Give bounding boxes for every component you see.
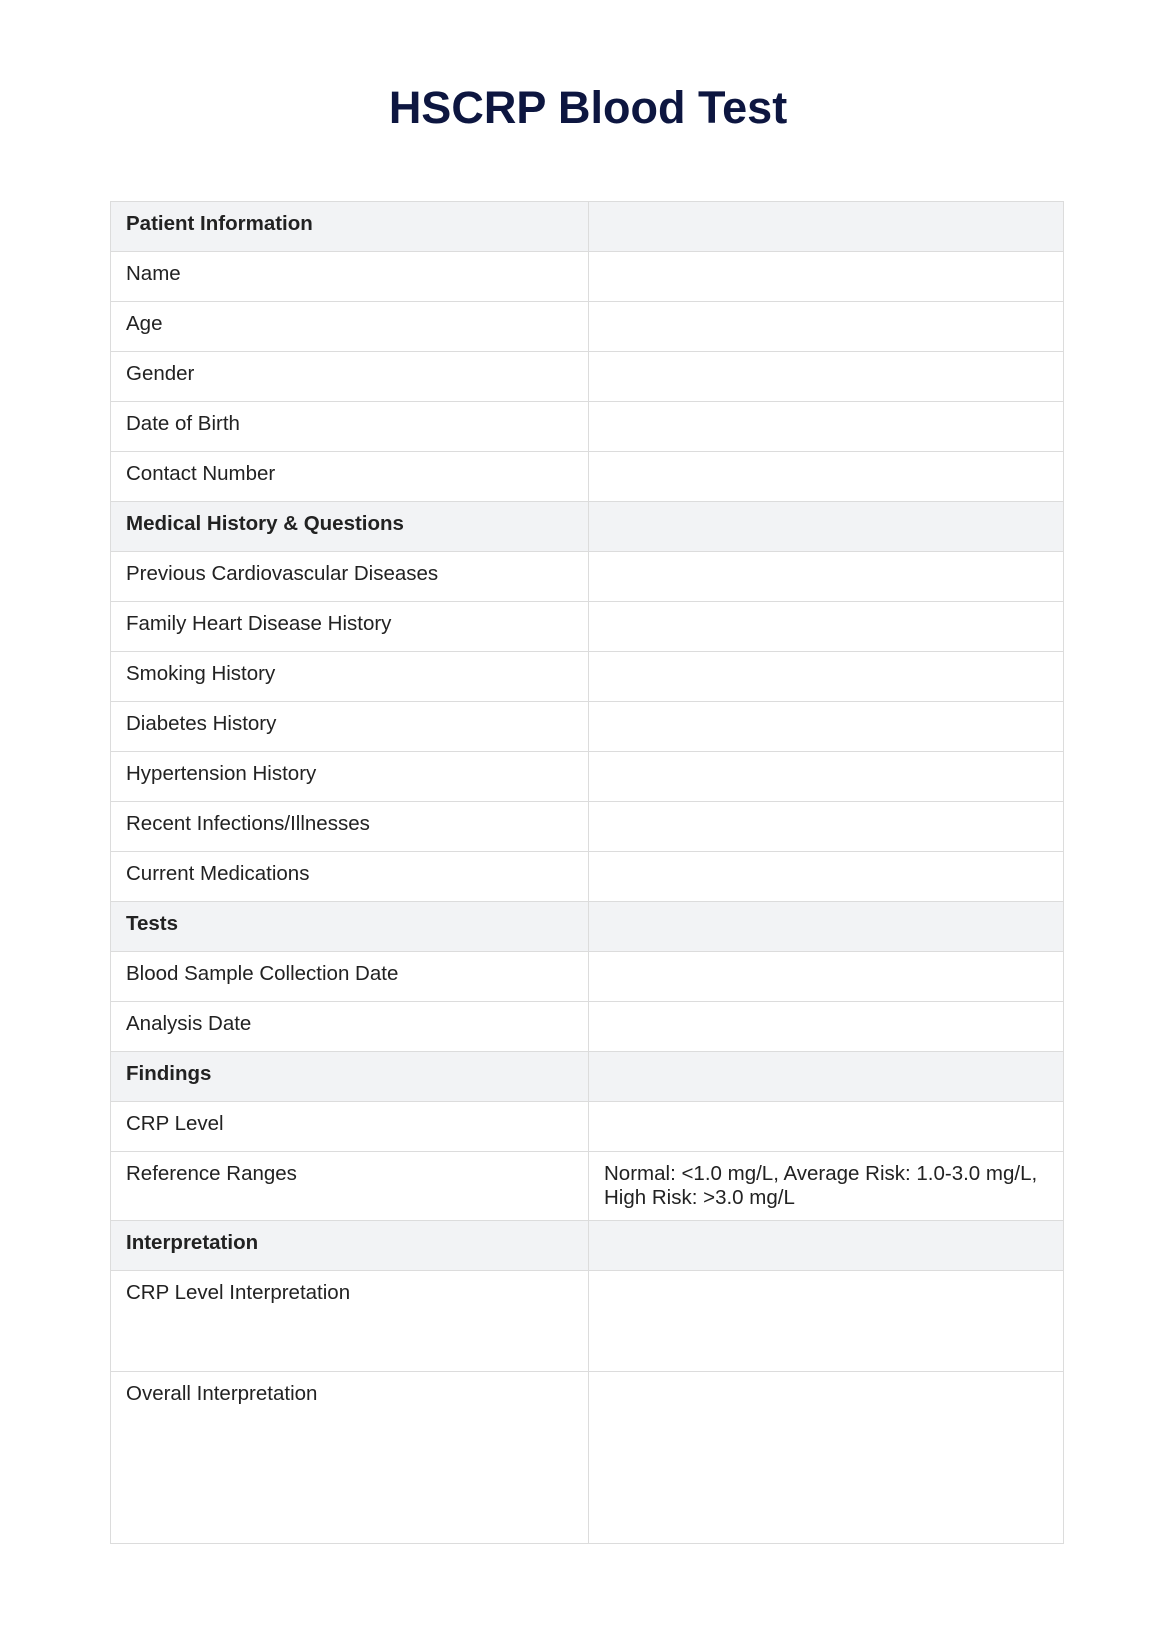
field-value[interactable] (589, 252, 1064, 302)
field-value[interactable] (589, 652, 1064, 702)
field-label: CRP Level Interpretation (111, 1271, 589, 1372)
field-value[interactable] (589, 1372, 1064, 1544)
field-value[interactable] (589, 802, 1064, 852)
field-value[interactable] (589, 352, 1064, 402)
form-row (111, 552, 1064, 602)
form-row (111, 602, 1064, 652)
hscrp-form-table (110, 201, 1064, 1544)
field-value[interactable] (589, 552, 1064, 602)
field-value[interactable] (589, 852, 1064, 902)
form-row (111, 702, 1064, 752)
field-label: Gender (111, 352, 589, 402)
form-row (111, 802, 1064, 852)
field-label: Date of Birth (111, 402, 589, 452)
field-value[interactable] (589, 702, 1064, 752)
field-value[interactable] (589, 1102, 1064, 1152)
section-title: Findings (111, 1052, 589, 1102)
form-row (111, 302, 1064, 352)
form-row (111, 952, 1064, 1002)
field-label: CRP Level (111, 1102, 589, 1152)
field-label: Current Medications (111, 852, 589, 902)
field-label: Family Heart Disease History (111, 602, 589, 652)
section-title: Patient Information (111, 202, 589, 252)
field-value[interactable] (589, 752, 1064, 802)
form-row (111, 352, 1064, 402)
field-label: Hypertension History (111, 752, 589, 802)
field-label: Analysis Date (111, 1002, 589, 1052)
field-value[interactable] (589, 302, 1064, 352)
section-title: Interpretation (111, 1221, 589, 1271)
section-blank-cell (589, 902, 1064, 952)
form-row (111, 1271, 1064, 1372)
section-header-row (111, 202, 1064, 252)
field-label: Diabetes History (111, 702, 589, 752)
field-label: Contact Number (111, 452, 589, 502)
field-value[interactable] (589, 952, 1064, 1002)
section-title: Medical History & Questions (111, 502, 589, 552)
section-blank-cell (589, 1221, 1064, 1271)
field-label: Previous Cardiovascular Diseases (111, 552, 589, 602)
section-title: Tests (111, 902, 589, 952)
section-blank-cell (589, 502, 1064, 552)
field-label: Smoking History (111, 652, 589, 702)
section-header-row (111, 1221, 1064, 1271)
section-header-row (111, 1052, 1064, 1102)
form-row (111, 1002, 1064, 1052)
form-row (111, 852, 1064, 902)
field-label: Name (111, 252, 589, 302)
form-row (111, 252, 1064, 302)
section-blank-cell (589, 1052, 1064, 1102)
field-label: Reference Ranges (111, 1152, 589, 1221)
page-title: HSCRP Blood Test (388, 82, 788, 133)
section-header-row (111, 902, 1064, 952)
field-value[interactable] (589, 602, 1064, 652)
field-value[interactable] (589, 1271, 1064, 1372)
field-label: Age (111, 302, 589, 352)
field-label: Overall Interpretation (111, 1372, 589, 1544)
field-value[interactable] (589, 402, 1064, 452)
field-value[interactable]: Normal: <1.0 mg/L, Average Risk: 1.0-3.0 mg/L, High Risk: >3.0 mg/L (589, 1152, 1064, 1221)
field-value[interactable] (589, 452, 1064, 502)
form-row (111, 452, 1064, 502)
form-row (111, 1102, 1064, 1152)
form-row (111, 1372, 1064, 1544)
form-row (111, 402, 1064, 452)
form-row (111, 652, 1064, 702)
field-value[interactable] (589, 1002, 1064, 1052)
field-label: Blood Sample Collection Date (111, 952, 589, 1002)
form-row (111, 752, 1064, 802)
form-row (111, 1152, 1064, 1221)
field-label: Recent Infections/Illnesses (111, 802, 589, 852)
section-header-row (111, 502, 1064, 552)
section-blank-cell (589, 202, 1064, 252)
